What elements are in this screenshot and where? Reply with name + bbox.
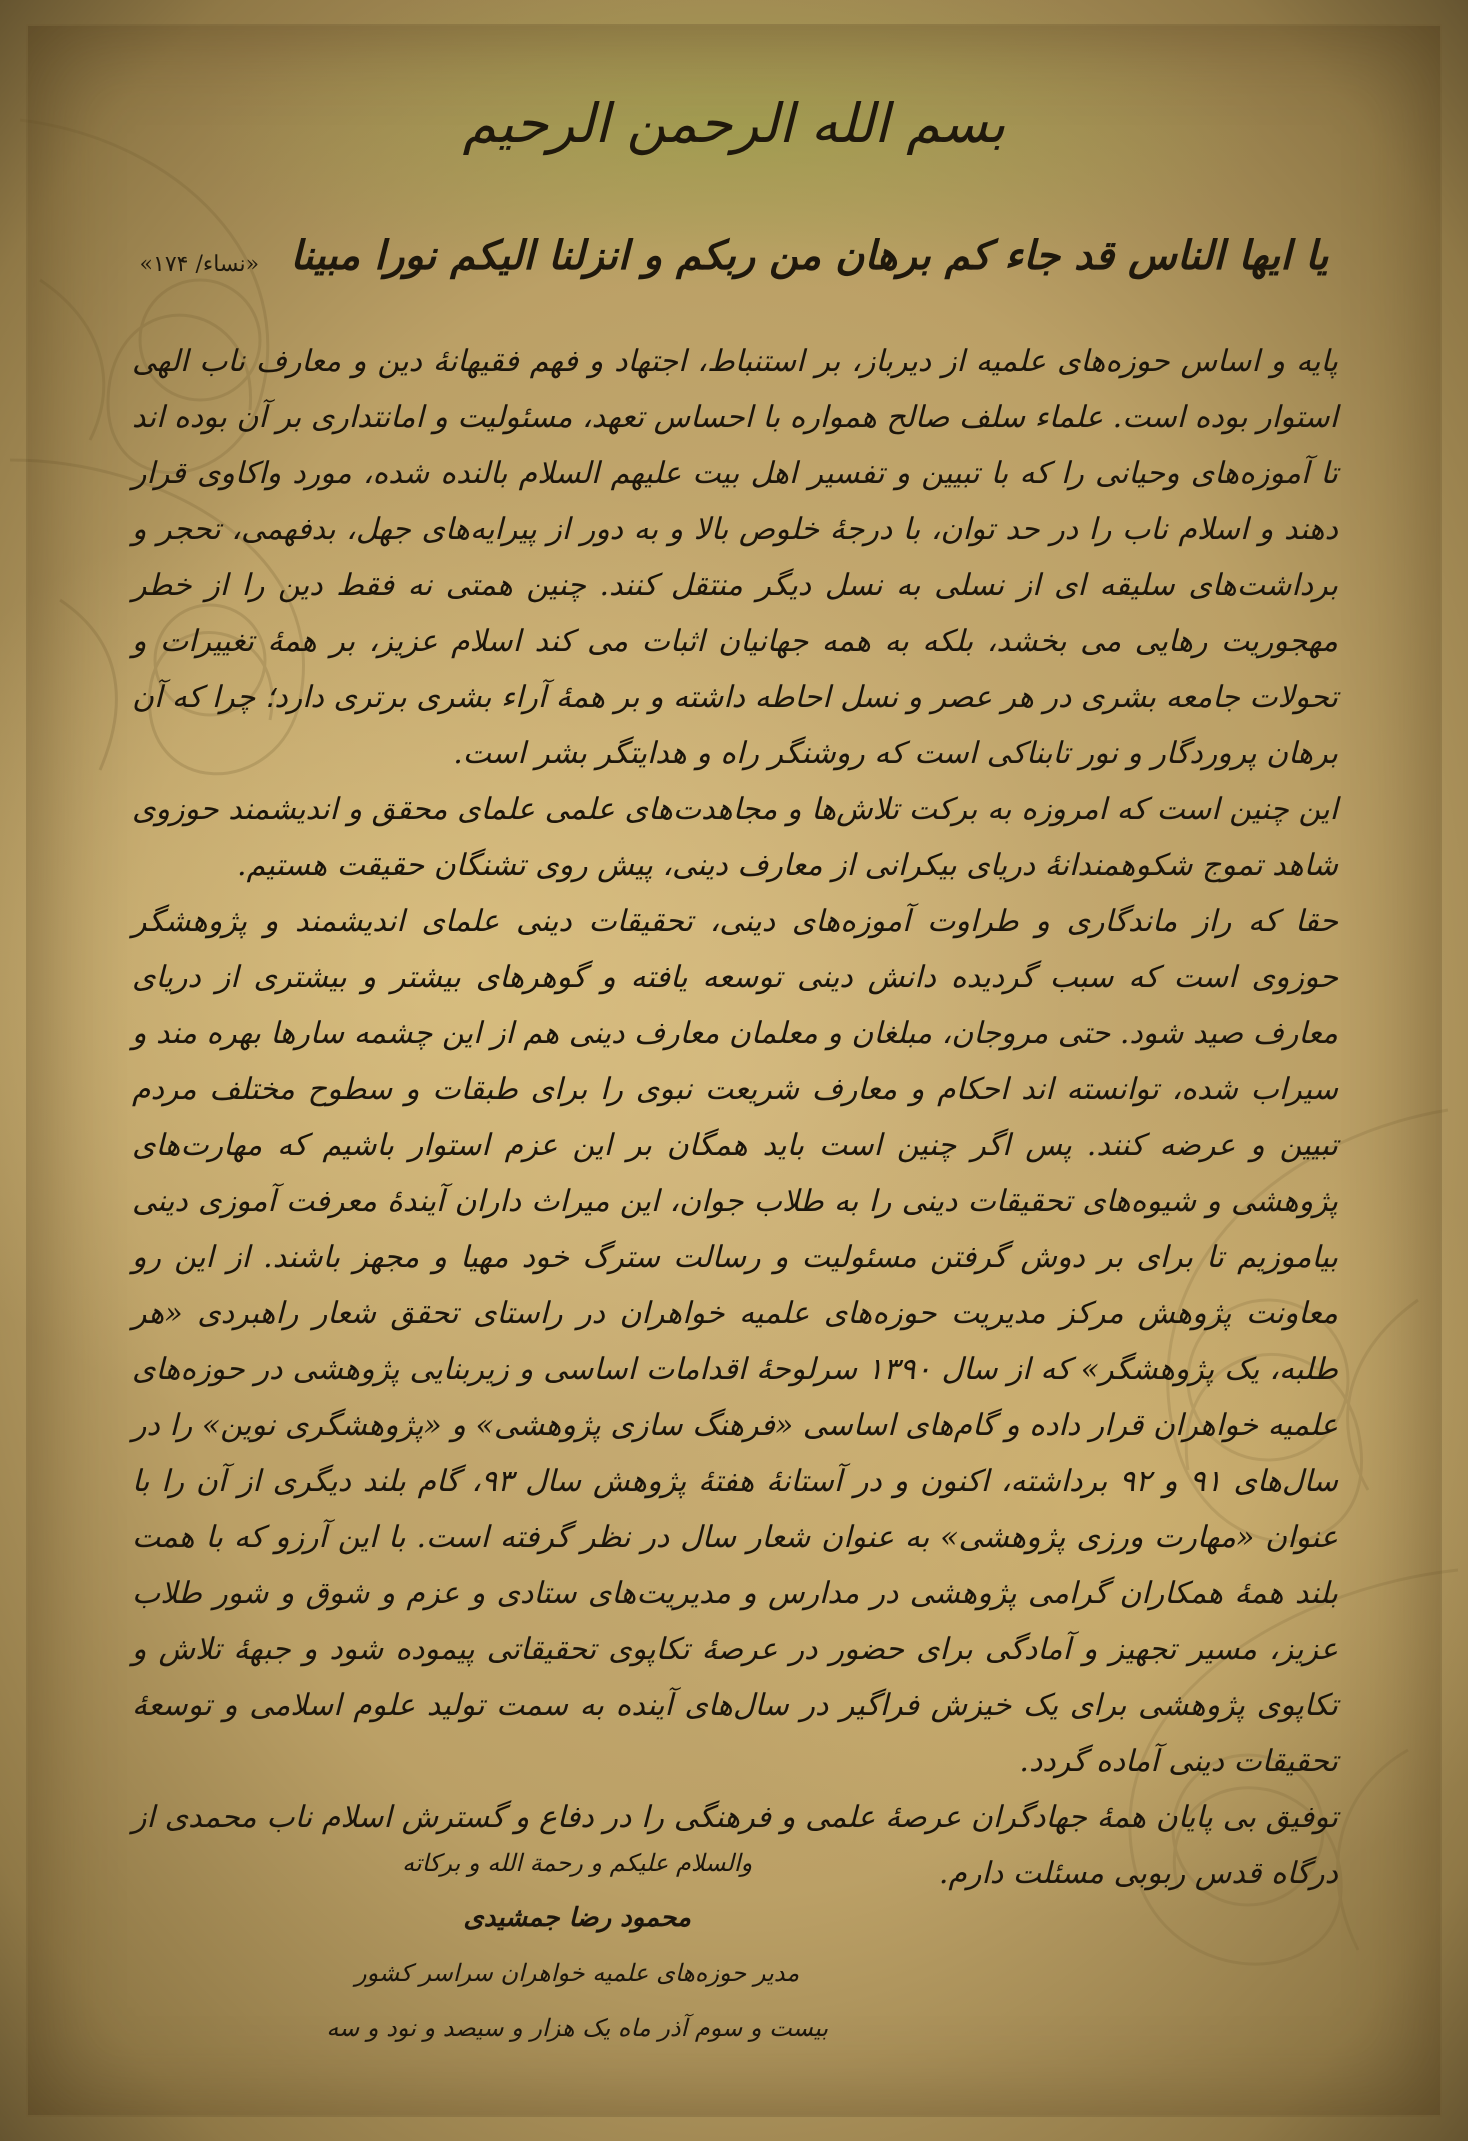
paragraph: حقا که راز ماندگاری و طراوت آموزه‌های دینی، تحقیقات دینی علمای اندیشمند و پژوهشگر حوزوی است که سبب گردیده دانش دینی توسعه یافته و گوهرهای بیشتر و بیشتری از دریای معارف صید شود. حتی مروجان، مبلغان و معلمان معارف دینی هم از این چشمه سارها بهره مند و سیراب شده، توانسته اند احکام و معارف شریعت نبوی را برای طبقات و سطوح مختلف مردم تبیین و عرضه کنند. پس اگر چنین است باید همگان بر این عزم استوار باشیم که مهارت‌های پژوهشی و شیوه‌های تحقیقات دینی را به طلاب جوان، این میراث داران آیندهٔ معرفت آموزی دینی بیاموزیم تا برای بر دوش گرفتن مسئولیت و رسالت سترگ خود مهیا و مجهز باشند. از این رو معاونت پژوهش مرکز مدیریت حوزه‌های علمیه خواهران در راستای تحقق شعار راهبردی «هر طلبه، یک پژوهشگر» که از سال ۱۳۹۰ سرلوحهٔ اقدامات اساسی و زیربنایی پژوهشی در حوزه‌های علمیه خواهران قرار داده و گام‌های اساسی «فرهنگ سازی پژوهشی» و «پژوهشگری نوین» را در سال‌های ۹۱ و ۹۲ برداشته، اکنون و در آستانهٔ هفتهٔ پژوهش سال ۹۳، گام بلند دیگری از آن را با عنوان «مهارت ورزی پژوهشی» به عنوان شعار سال در نظر گرفته است. با این آرزو که با همت بلند همهٔ همکاران گرامی پژوهشی در مدارس و مدیریت‌های ستادی و عزم و شوق و شور طلاب عزیز، مسیر تجهیز و آمادگی برای حضور در عرصهٔ تکاپوی تحقیقاتی پیموده شود و جبههٔ تلاش و تکاپوی پژوهشی برای یک خیزش فراگیر در سال‌های آینده به سمت تولید علوم اسلامی و توسعهٔ تحقیقات دینی آماده گردد. [132,904,1339,1779]
basmala-heading: بسم الله الرحمن الرحیم [462,92,1006,155]
paragraph: توفیق بی پایان همهٔ جهادگران عرصهٔ علمی و فرهنگی را در دفاع و گسترش اسلام ناب محمدی از درگاه قدس ربوبی مسئلت دارم. [132,1800,1338,1891]
letter-date: بیست و سوم آذر ماه یک هزار و سیصد و نود و سه [326,2014,828,2042]
closing-salutation: والسلام علیکم و رحمة الله و برکاته [402,1849,753,1877]
verse-reference: «نساء/ ۱۷۴» [139,252,260,277]
signer-title: مدیر حوزه‌های علمیه خواهران سراسر کشور [355,1959,800,1987]
paragraph: پایه و اساس حوزه‌های علمیه از دیرباز، بر استنباط، اجتهاد و فهم فقیهانهٔ دین و معارف ناب الهی استوار بوده است. علماء سلف صالح همواره با احساس تعهد، مسئولیت و امانتداری بر آن بوده اند تا آموزه‌های وحیانی را که با تبیین و تفسیر اهل بیت علیهم السلام بالنده شده، مورد واکاوی قرار دهند و اسلام ناب را در حد توان، با درجهٔ خلوص بالا و به دور از پیرایه‌های جهل، بدفهمی، تحجر و برداشت‌های سلیقه ای از نسلی به نسل دیگر منتقل کنند. چنین همتی نه فقط دین را از خطر مهجوریت رهایی می بخشد، بلکه به همه جهانیان اثبات می کند اسلام عزیز، بر همهٔ تغییرات و تحولات جامعه بشری در هر عصر و نسل احاطه داشته و بر همهٔ آراء بشری برتری دارد؛ چرا که آن برهان پروردگار و نور تابناکی است که روشنگر راه و هدایتگر بشر است. [132,344,1338,771]
paragraph: این چنین است که امروزه به برکت تلاش‌ها و مجاهدت‌های علمی علمای محقق و اندیشمند حوزوی شاهد تموج شکوهمندانهٔ دریای بیکرانی از معارف دینی، پیش روی تشنگان حقیقت هستیم. [132,792,1338,883]
signature-block [326,1836,828,2056]
verse-line [0,232,1468,279]
letter-body [132,334,1338,1902]
quran-verse: یا ایها الناس قد جاء کم برهان من ربکم و انزلنا الیکم نورا مبینا [290,232,1329,279]
signer-name: محمود رضا جمشیدی [463,1903,691,1933]
